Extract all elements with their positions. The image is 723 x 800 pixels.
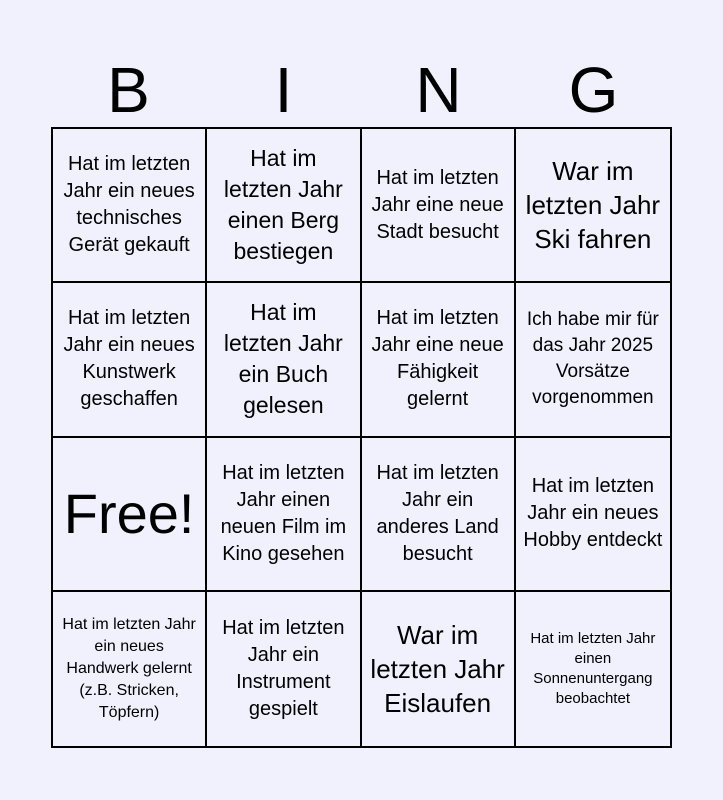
bingo-cell-13[interactable]: Hat im letzten Jahr ein neues Handwerk gelernt (z.B. Stricken, Töpfern) [53,592,207,746]
bingo-cell-14[interactable]: Hat im letzten Jahr ein Instrument gespielt [207,592,361,746]
bingo-cell-10[interactable]: Hat im letzten Jahr einen neuen Film im Kino gesehen [207,438,361,592]
bingo-cell-2[interactable]: Hat im letzten Jahr einen Berg bestiegen [207,129,361,283]
bingo-cell-8[interactable]: Ich habe mir für das Jahr 2025 Vorsätze vorgenommen [516,283,670,437]
bingo-cell-16[interactable]: Hat im letzten Jahr einen Sonnenuntergang beobachtet [530,629,656,707]
bingo-cell-3[interactable]: Hat im letzten Jahr eine neue Stadt besucht [362,129,516,283]
bingo-header [51,52,671,128]
header-letter-g: G [568,54,619,126]
header-letter-n: N [415,54,462,126]
bingo-cell-5[interactable]: Hat im letzten Jahr ein neues Kunstwerk geschaffen [53,283,207,437]
bingo-cell-15[interactable]: War im letzten Jahr Eislaufen [362,592,516,746]
free-space-cell[interactable]: Free! [53,438,207,592]
bingo-cell-6[interactable]: Hat im letzten Jahr ein Buch gelesen [207,283,361,437]
bingo-cell-7[interactable]: Hat im letzten Jahr eine neue Fähigkeit gelernt [362,283,516,437]
bingo-cell-11[interactable]: Hat im letzten Jahr ein anderes Land besucht [362,438,516,592]
bingo-cell-12[interactable]: Hat im letzten Jahr ein neues Hobby entdeckt [516,438,670,592]
header-letter-i: I [274,54,293,126]
header-letter-b: B [107,54,150,126]
bingo-cell-4[interactable]: War im letzten Jahr Ski fahren [516,129,670,283]
bingo-cell-1[interactable]: Hat im letzten Jahr ein neues technisches Gerät gekauft [53,129,207,283]
bingo-grid [51,127,672,748]
